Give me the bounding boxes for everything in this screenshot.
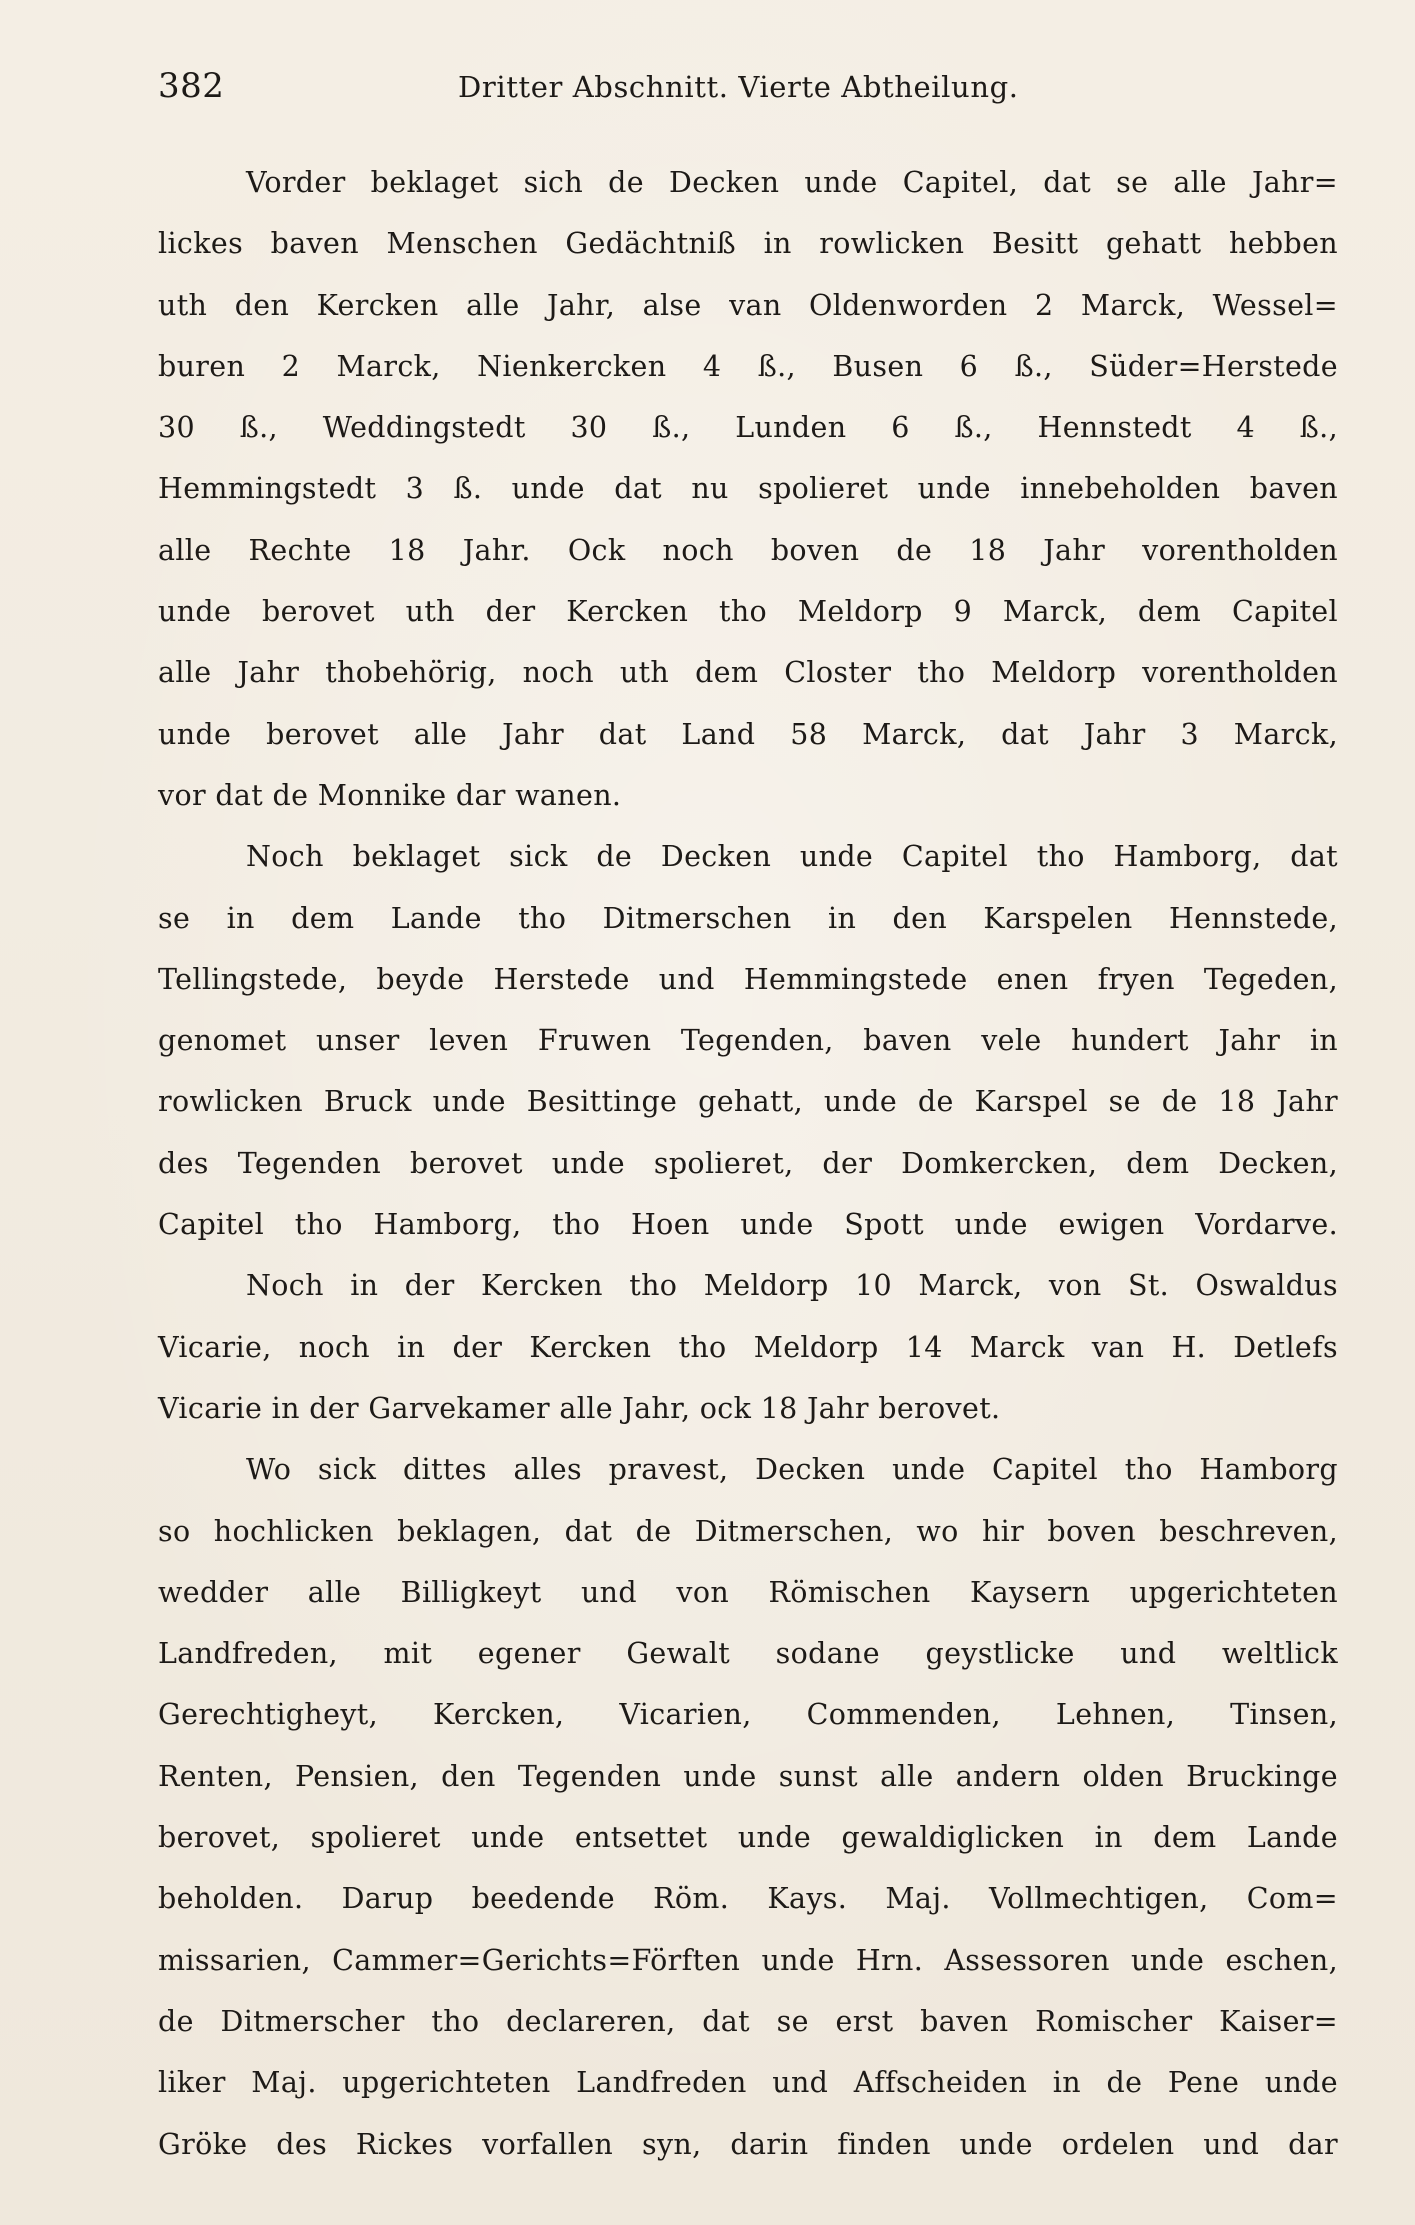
- text-line: Vorder beklaget sich de Decken unde Capitel, dat se alle Jahr=: [246, 166, 1338, 199]
- text-line: se in dem Lande tho Ditmerschen in den Karspelen Hennstede,: [158, 901, 1338, 935]
- text-line: Gerechtigheyt, Kercken, Vicarien, Commenden, Lehnen, Tinsen,: [158, 1698, 1338, 1732]
- text-line: de Ditmerscher tho declareren, dat se erst baven Romischer Kaiser=: [158, 2004, 1338, 2038]
- text-line: Capitel tho Hamborg, tho Hoen unde Spott unde ewigen Vordarve.: [158, 1208, 1338, 1242]
- text-line: genomet unser leven Fruwen Tegenden, baven vele hundert Jahr in: [158, 1024, 1338, 1058]
- text-line: Tellingstede, beyde Herstede und Hemmingstede enen fryen Tegeden,: [158, 962, 1338, 996]
- body-text: [158, 152, 1338, 2175]
- text-line: lickes baven Menschen Gedächtniß in rowlicken Besitt gehatt hebben: [158, 227, 1338, 261]
- page-header: [158, 66, 1338, 116]
- text-line: buren 2 Marck, Nienkercken 4 ß., Busen 6 ß., Süder=Herstede: [158, 349, 1338, 383]
- page-number: 382: [158, 66, 225, 106]
- text-line: alle Jahr thobehörig, noch uth dem Closter tho Meldorp vorentholden: [158, 656, 1338, 690]
- text-line: vor dat de Monnike dar wanen.: [158, 778, 622, 812]
- text-line: alle Rechte 18 Jahr. Ock noch boven de 18 Jahr vorentholden: [158, 533, 1338, 567]
- text-line: des Tegenden berovet unde spolieret, der Domkercken, dem Decken,: [158, 1146, 1338, 1180]
- text-line: so hochlicken beklagen, dat de Ditmerschen, wo hir boven beschreven,: [158, 1514, 1338, 1548]
- text-line: Landfreden, mit egener Gewalt sodane geystlicke und weltlick: [158, 1637, 1338, 1671]
- text-line: uth den Kercken alle Jahr, alse van Oldenworden 2 Marck, Wessel=: [158, 288, 1338, 322]
- text-line: Renten, Pensien, den Tegenden unde sunst alle andern olden Bruckinge: [158, 1759, 1338, 1793]
- text-line: unde berovet uth der Kercken tho Meldorp 9 Marck, dem Capitel: [158, 595, 1338, 629]
- text-line: Vicarie in der Garvekamer alle Jahr, ock 18 Jahr berovet.: [158, 1391, 1001, 1425]
- text-line: Noch beklaget sick de Decken unde Capitel tho Hamborg, dat: [246, 840, 1338, 874]
- text-line: Gröke des Rickes vorfallen syn, darin finden unde ordelen und dar: [158, 2127, 1338, 2161]
- running-head: Dritter Abschnitt. Vierte Abtheilung.: [458, 70, 1019, 104]
- text-line: Vicarie, noch in der Kercken tho Meldorp 14 Marck van H. Detlefs: [158, 1330, 1338, 1364]
- text-line: unde berovet alle Jahr dat Land 58 Marck, dat Jahr 3 Marck,: [158, 717, 1338, 751]
- text-line: 30 ß., Weddingstedt 30 ß., Lunden 6 ß., Hennstedt 4 ß.,: [158, 411, 1338, 445]
- text-line: Noch in der Kercken tho Meldorp 10 Marck, von St. Oswaldus: [246, 1269, 1338, 1303]
- text-line: wedder alle Billigkeyt und von Römischen Kaysern upgerichteten: [158, 1575, 1338, 1609]
- text-line: liker Maj. upgerichteten Landfreden und Affscheiden in de Pene unde: [158, 2066, 1338, 2100]
- text-line: Hemmingstedt 3 ß. unde dat nu spolieret unde innebeholden baven: [158, 472, 1338, 506]
- text-line: berovet, spolieret unde entsettet unde gewaldiglicken in dem Lande: [158, 1821, 1338, 1855]
- text-line: missarien, Cammer=Gerichts=Förften unde Hrn. Assessoren unde eschen,: [158, 1943, 1338, 1977]
- text-line: rowlicken Bruck unde Besittinge gehatt, unde de Karspel se de 18 Jahr: [158, 1085, 1338, 1119]
- text-line: Wo sick dittes alles pravest, Decken unde Capitel tho Hamborg: [246, 1453, 1338, 1487]
- text-line: beholden. Darup beedende Röm. Kays. Maj. Vollmechtigen, Com=: [158, 1882, 1338, 1916]
